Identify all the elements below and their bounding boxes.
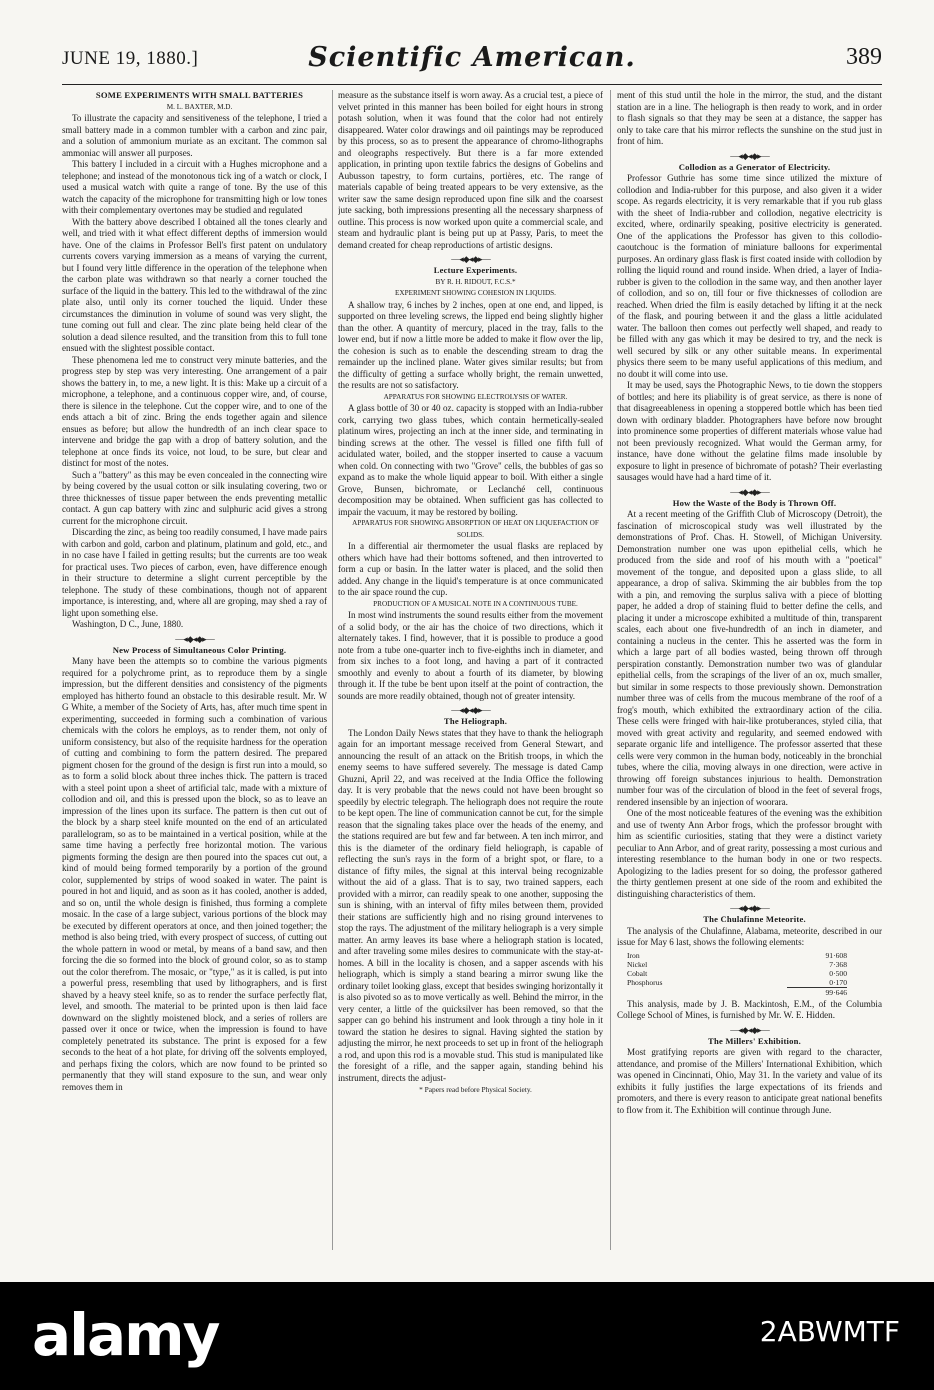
column-2: [338, 90, 603, 1250]
section-ornament: —◂◆◂◆▸—: [730, 903, 769, 913]
paragraph: It may be used, says the Photographic News, to tie down the stoppers of bottles; and here its pliability is of great service, as there is none of that disagreeableness in opening a stoppered bottle which has been tied down with ordinary bladder. Photographers have before now brought into prominence some properties of different materials whose value had not been previously recognized. What would the German army, for instance, have done without the gelatine films made insoluble by exposure to light in presence of bichromate of potash? Their everlasting sausages would have had a hard time of it.: [617, 380, 882, 482]
element-value: 0·500: [829, 968, 847, 978]
table-total: 99·646: [787, 987, 847, 997]
article-byline-lecture: BY R. H. RIDOUT, F.C.S.*: [435, 277, 516, 286]
paragraph: One of the most noticeable features of the evening was the exhibition and use of twenty Ann Arbor frogs, which the professor brought with him as scientific curiosities, stating that they were a distinct variety peculiar to Ann Arbor, and of great rarity, possessing a most curious and interesting resemblance to the human body in one or two respects. Apologizing to the ladies present for so doing, the professor gathered the thirty gentlemen present at one side of the room and exhibited the distinguishing characteristics of them.: [617, 808, 882, 899]
paragraph: A glass bottle of 30 or 40 oz. capacity is stopped with an India-rubber cork, carrying two glass tubes, which contain hermetically-sealed platinum wires, projecting an inch at the inner side, and terminating in binding screws at the other. The vessel is filled one fifth full of acidulated water, boiled, and the stopper inserted to cause a vacuum when cold. On connecting with two "Grove" cells, the bubbles of gas so expand as to make the whole liquid appear to boil. With either a single Grove, Bunsen, bichromate, or Leclanché cell, continuous decomposition may be obtained. When sufficient gas has collected to impair the vacuum, it may be restored by boiling.: [338, 403, 603, 517]
article-heading-collodion: Collodion as a Generator of Electricity.: [678, 161, 831, 172]
paragraph: Such a "battery" as this may be even concealed in the connecting wire by being covered by the usual cotton or silk insulating covering, two or three thicknesses of tissue paper between the ends preventing metallic contact. A gun cap battery with zinc and sulphuric acid gives a strong current for the microphone circuit.: [62, 469, 327, 526]
paragraph: In a differential air thermometer the usual flasks are replaced by others which have had their bottoms softened, and then introverted to form a cup or basin. In the latter water is placed, and the solid then added. Any change in the liquid's temperature is at once communicated to the air space round the cup.: [338, 541, 603, 597]
paragraph: A shallow tray, 6 inches by 2 inches, open at one end, and lipped, is supported on three leveling screws, the lipped end being slightly higher than the other. A quantity of mercury, placed in the tray, falls to the lower end, but if now a little more be added to make it flow over the lip, the cohesion is such as to enable the descending stream to drag the remainder up the inclined plane. Water gives similar results; but from the difficulty of getting a surface wholly bright, the remain unwetted, the results are not so satisfactory.: [338, 299, 603, 390]
masthead: [62, 40, 882, 85]
column-3: [617, 90, 882, 1250]
paragraph: In most wind instruments the sound results either from the movement of a solid body, or the air has the choice of two directions, which it alternately takes. I find, however, that it is possible to produce a good note from a tube one-quarter inch to five-eighths inch in diameter, and from six inches to a foot long, and having a part of it contracted smoothly and evenly to about a fourth of its diameter, by blowing through it. If the tube be bent upon itself at the point of contraction, the sounds are more readily obtained, though not of greater intensity.: [338, 610, 603, 701]
article-heading-meteorite: The Chulafinne Meteorite.: [703, 914, 806, 924]
column-1: [62, 90, 327, 1250]
article-heading-color-printing: New Process of Simultaneous Color Printing.: [112, 644, 287, 655]
column-rule-right: [610, 90, 611, 1250]
paragraph: The London Daily News states that they have to thank the heliograph again for an important message received from General Stewart, and announcing the result of an attack on the British troops, in which the enemy seems to have suffered severely. The message is dated Camp Ghuzni, April 22, and was received at the India Office the following day. It is very probable that the news could not have been brought so speedily by electric telegraph. The heliograph does not require the route to be kept open. The line of communication cannot be cut, for the simple reason that the signaling takes place over the heads of the enemy, and the stations required are but few and far between. A ten inch mirror, and this is the diameter of the ordinary field heliograph, is capable of reflecting the sun's rays in the form of a bright spot, or flare, to a distance of fifty miles, the signal at this interval being recognizable without the aid of a glass. That is to say, two trained sappers, each provided with a mirror, can readily speak to one another, supposing the sun is shining, with an interval of fifty miles between them, provided their stations are sufficiently high and no rising ground intervenes to stop the rays. The adjustment of the military heliograph is a very simple matter. An army leaves its base where a heliograph station is located, and after traveling some miles desires to communicate with the stay-at-homes. A bill in the locality is chosen, and a sapper ascends with his heliograph, which is simply a stand bearing a mirror swung like the ordinary toilet looking glass, except that besides swinging horizontally it is also pivoted so as to move vertically as well. Behind the mirror, in the very center, a little of the quicksilver has been removed, so that the sapper can go behind his instrument and look through a tiny hole in it toward the station he desires to signal. Having sighted the station by adjusting the mirror, he next proceeds to set up in front of the heliograph a rod, and upon this rod is a movable stud. This stud is manipulated like the foresight of a rifle, and the sapper again, standing behind his instrument, directs the adjust-: [338, 727, 603, 1083]
subheading: PRODUCTION OF A MUSICAL NOTE IN A CONTINUOUS TUBE.: [373, 599, 578, 608]
article-byline-batteries: M. L. BAXTER, M.D.: [166, 102, 233, 111]
section-ornament: —◂◆◂◆▸—: [175, 633, 214, 644]
paragraph: Many have been the attempts so to combine the various pigments required for a polychrome print, as to reproduce them by a single impression, but the different densities and consistency of the pigments employed has hitherto found an obstacle to this desirable result. Mr. W G White, a member of the Society of Arts, has, after much time spent in experimenting, succeeded in forming such a combination of various chemicals with the colors he employs, as to render them, not only of uniform consistency, but also of the requisite hardness for the operation of cutting and combining to form the pattern desired. The prepared pigment chosen for the ground of the design is first run into a mould, so as to form a solid block about three inches thick. The pattern is traced with a steel point upon a sheet of artificial talc, made with a mixture of collodion and oil, and this is pressed upon the block, so as to leave an impression of the lines upon its surface. The pattern is then cut out of the block by a sharp steel knife mounted on the end of an articulated parallelogram, so as to be maintained in a vertical position, while at the same time having a perfectly free horizontal motion. The various pigments forming the design are then poured into the spaces cut out, a kind of mould being formed temporarily by a portion of the ground color, supplemented by strips of wood soaked in water. The paint is poured in hot and liquid, and as soon as it has cooled, another is added, and so on, until the whole design is finished, thus forming a complete mosaic. In the case of a large subject, various portions of the block may be executed by different operators at once, and then joined together; the method is also being tried, with every prospect of success, of cutting out the whole pattern in wood or metal, by means of a band saw, and then forcing the die so formed into the block of ground color, so as to stamp out the color therefrom. The mosaic, or "type," as it is called, is put into a powerful press, resembling that used by lithographers, and is first shaved by a heavy steel knife, so as to render the surface perfectly flat, level, and smooth. The material to be printed upon is then laid face downward on the slightly moistened block, and a series of rollers are passed over it once or twice, when the impression is found to have completely penetrated its substance. The print is exposed for a few seconds to the heat of a hot plate, for driving off the solvents employed, and perhaps fixing the colors, which are now found to be printed so permanently that they will stand exposure to the sun, and wear only removes them in: [62, 656, 327, 1092]
subheading: APPARATUS FOR SHOWING ABSORPTION OF HEAT ON LIQUEFACTION OF SOLIDS.: [352, 519, 599, 539]
element-label: Phosphorus: [627, 977, 663, 987]
subheading: EXPERIMENT SHOWING COHESION IN LIQUIDS.: [395, 289, 556, 297]
paragraph: To illustrate the capacity and sensitiveness of the telephone, I tried a small battery made in a common tumbler with a carbon and zinc pair, and a solution of ammonium muriate as an excitant. The common sal ammoniac will answer all purposes.: [62, 113, 327, 158]
element-label: Nickel: [627, 959, 648, 969]
table-row: [627, 960, 847, 969]
table-row: [627, 951, 847, 960]
paragraph: This analysis, made by J. B. Mackintosh, E.M., of the Columbia College School of Mines, is furnished by Mr. W. E. Hidden.: [617, 998, 882, 1020]
paragraph: This battery I included in a circuit with a Hughes microphone and a telephone; and instead of the monotonous tick ing of a watch or clock, I used a musical watch with quite a range of tone. By the use of this watch the capacity of the microphone for transmitting high or low tones with their complementary overtones may be studied and regulated: [62, 159, 327, 215]
paragraph: Discarding the zinc, as being too readily consumed, I have made pairs with carbon and gold, carbon and platinum, platinum and gold, etc., and in no case have I failed in getting results; but the currents are too weak for practical uses. Two pieces of carbon, even, have difference enough in their structure to determine a slight current perceptible by the telephone. The study of these combinations, though not of apparent importance, is interesting, and, where all are groping, may shed a ray of light upon something else.: [62, 527, 327, 618]
paragraph: The analysis of the Chulafinne, Alabama, meteorite, described in our issue for May 6 last, shows the following elements:: [617, 925, 882, 947]
paragraph: These phenomena led me to construct very minute batteries, and the progress step by step was very interesting. One arrangement of a pair shows the battery in, to me, a new light. It is this: Make up a circuit of a microphone, a telephone, and a continuous copper wire, and, of course, there is silence in the telephone. Cut the copper wire, and to one of the ends attach a bit of zinc. Bring the ends together again and silence ensues as before; but allow the hundredth of an inch clear space to intervene and bridge the gap with a drop of battery solution, and the telephone at once finds its voice, not loud, to be sure, but clear and distinct for most of the notes.: [62, 354, 327, 468]
paragraph: measure as the substance itself is worn away. As a crucial test, a piece of velvet printed in this manner has been boiled for eight hours in strong potash solution, when it was found that the color had not entirely disappeared. Water color drawings and oil paintings may be reproduced by this process, so as to present the appearance of chromo-lithographs and oleographs respectively. But there is a far more extended application, in printing upon textile fabrics the designs of Gobelins and Aubusson tapestry, to form curtains, portières, etc. The range of materials capable of being treated appears to be very extensive, as the writer saw the same design reproduced upon fine silk and the coarsest jute sacking, both impressions presenting all the necessary sharpness of outline. This process is now worked upon quite a commercial scale, and steam and hydraulic plant is being put up at Passy, Paris, to meet the demand created for cheap reproductions of artistic designs.: [338, 90, 603, 250]
dateline: Washington, D C., June, 1880.: [72, 619, 184, 629]
meteorite-analysis-table: [627, 951, 847, 997]
section-ornament: —◂◆◂◆▸—: [730, 486, 769, 497]
subheading: APPARATUS FOR SHOWING ELECTROLYSIS OF WATER.: [383, 392, 568, 401]
alamy-logo: alamy: [32, 1301, 219, 1369]
issue-date: JUNE 19, 1880.]: [62, 48, 199, 69]
section-ornament: —◂◆◂◆▸—: [451, 254, 490, 264]
element-value: 7·368: [829, 959, 847, 969]
table-row: [627, 978, 847, 987]
publication-title: Scientific American.: [308, 42, 636, 73]
article-heading-millers: The Millers' Exhibition.: [708, 1035, 801, 1046]
element-value: 91·608: [825, 950, 847, 960]
article-heading-batteries: SOME EXPERIMENTS WITH SMALL BATTERIES: [95, 90, 304, 100]
element-value: 0·170: [829, 977, 847, 987]
section-ornament: —◂◆◂◆▸—: [451, 705, 490, 715]
element-label: Cobalt: [627, 968, 648, 978]
paragraph: Most gratifying reports are given with regard to the character, attendance, and promise of the Millers' International Exhibition, which was opened in Cincinnati, Ohio, May 31. In the variety and value of its exhibits it fully justifies the large expectations of its friends and promoters, and there is every reason to anticipate great national benefits to flow from it. The Exhibition will continue through June.: [617, 1047, 882, 1115]
paragraph: With the battery above described I obtained all the tones clearly and well, and tried with it what effect different depths of immersion would have. One of the claims in Professor Bell's first patent on undulatory currents covers varying immersion as a means of varying the current, but I found very little difference in the operation of the telephone when the carbon plate was withdrawn so that nearly a corner touched the surface of the liquid in the battery. This led to the withdrawal of the zinc plate also, until only its corner touched the liquid. Under these circumstances the diminution in volume of sound was very slight, the tune coming out full and clear. The zinc plate being held clear of the solution a dead silence resulted, and the transition from this to full tone ensued with the slightest possible contact.: [62, 216, 327, 353]
paragraph: ment of this stud until the hole in the mirror, the stud, and the distant station are in a line. The heliograph is then ready to work, and in order to flash signals so that they may be seen at a distance, the sapper has only to take care that his mirror reflects the sunshine on the stud just in front of him.: [617, 90, 882, 146]
image-id: 2ABWMTF: [759, 1315, 900, 1348]
table-row: [627, 969, 847, 978]
article-heading-heliograph: The Heliograph.: [443, 716, 508, 726]
section-ornament: —◂◆◂◆▸—: [730, 150, 769, 161]
article-heading-body-waste: How the Waste of the Body is Thrown Off.: [672, 497, 837, 508]
footnote: * Papers read before Physical Society.: [419, 1085, 532, 1094]
stock-watermark-strip: [0, 1282, 934, 1390]
page-number: 389: [846, 44, 882, 70]
paragraph: Professor Guthrie has some time since utilized the mixture of collodion and India-rubber for this purpose, and also given it a wider scope. As regards electricity, it is very remarkable that if you rub glass with the sheet of India-rubber and collodion, negative electricity is excited, where, ordinarily speaking, positive electricity is generated. One of the applications the Professor has given to this collodio-caoutchouc is the formation of miniature balloons for experimental purposes. An ordinary glass flask is first coated inside with collodion by rolling the liquid round and round inside. When dried, a layer of India-rubber is given to the collodion in the same way, and then another layer of collodion, and so on, till four or five thicknesses of collodion are reached. When dried the film is easily detached by lifting it at the neck of the flask, and pouring between it and the glass a little acidulated water. The balloon then comes out perfectly well shaped, and ready to be filled with any gas which it may be desired to try, and the neck is well secured by silk or any other suitable means. In experimental physics there seem to be many useful applications of this medium, and no doubt it will come into use.: [617, 173, 882, 379]
section-ornament: —◂◆◂◆▸—: [730, 1024, 769, 1035]
paragraph: At a recent meeting of the Griffith Club of Microscopy (Detroit), the fascination of microscopical study was well illustrated by the demonstrations of Prof. Chas. H. Stowell, of Michigan University. Demonstration number one was upon epithelial cells, which he produced from the side and roof of his mouth with a "poetical" movement of the tongue, and deposited upon a glass slide, to all appearance, a drop of saliva. Skimming the air bubbles from the top with a pin, and removing the surplus saliva with a piece of blotting paper, he added a drop of staining fluid to better define the cells, and placing it under a microscope exhibited a multitude of thin, transparent scales, each about one five-hundredth of an inch in diameter, and containing a nucleus in the center. This he asserted was the form in which a large part of all bodies wasted, being thrown off through perspiration constantly. Demonstration number two was of glandular epithelial cells, from the scrapings of the liver of an ox, much smaller, but similar in some respects to those previously shown. Demonstration number three was of cells from the mucous membrane of the roof of a frog's mouth, which exhibited the extraordinary action of the cilia. These cells were fringed with hair-like protuberances, styled cilia, that moved with great activity and regularity, and seemed endowed with separate organic life and intelligence. The professor asserted that these cells were very common in the human body, noticeably in the bronchial tubes, where the cilia, moving always in one direction, were active in throwing off foreign substances injurious to health. Demonstration number four was of the circulation of blood in the feet of several frogs, rendered insensible by an injection of woorara.: [617, 509, 882, 807]
column-rule-left: [332, 90, 333, 1250]
element-label: Iron: [627, 950, 640, 960]
article-heading-lecture: Lecture Experiments.: [433, 265, 518, 275]
